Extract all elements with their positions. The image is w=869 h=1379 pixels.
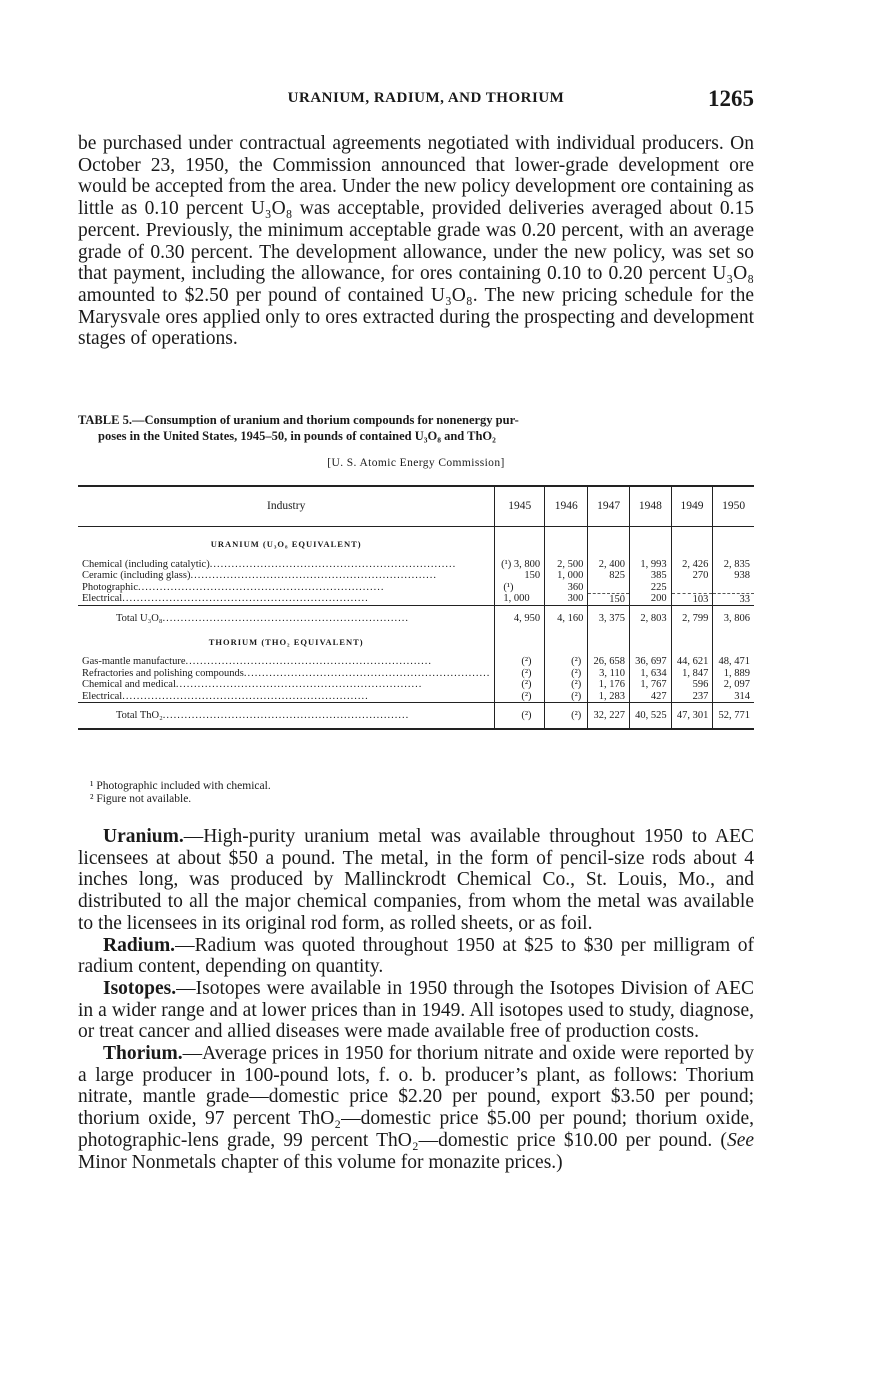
table-cell: 44, 621 [671, 656, 713, 668]
table-cell: 150 [495, 570, 545, 582]
table-cell: 3, 375 [588, 606, 630, 631]
col-header-industry: Industry [78, 486, 495, 527]
intro-paragraph-block [78, 133, 754, 350]
table-cell: 200 [630, 593, 672, 606]
table-cell: 48, 471 [713, 656, 754, 668]
section-label: URANIUM (U₃O₈ EQUIVALENT) [210, 539, 362, 549]
intro-paragraph: be purchased under contractual agreements negotiated with individual producers. On October 23, 1950, the Commission announced that lower-grade development ore would be accepted from the area. Under the new policy development ore containing as little as 0.10 percent U₃O₈ was acceptable, provided deliveries averaged about 0.15 percent. Previously, the minimum acceptable grade was 0.20 percent, with an average grade of 0.30 percent. The development allowance, under the new policy, was set so that payment, including the allowance, for ores containing 0.10 to 0.20 percent U₃O₈ amounted to $2.50 per pound of contained U₃O₈. The new pricing schedule for the Marysvale ores applied only to ores extracted during the prospecting and development stages of operations. [78, 133, 754, 350]
table-cell: 52, 771 [713, 703, 754, 729]
table-cell: (²) [545, 656, 588, 668]
col-header-1948: 1948 [630, 486, 672, 527]
footnote-1: ¹ Photographic included with chemical. [90, 780, 271, 792]
table-cell: 2, 400 [588, 559, 630, 571]
table-cell: (²) [495, 691, 545, 703]
row-label: Photographic ..... [78, 582, 495, 594]
table-cell: 1, 993 [630, 559, 672, 571]
running-head [78, 86, 754, 116]
row-label: Total ThO₂ ..... [78, 703, 495, 729]
table-cell: 103 [671, 593, 713, 606]
table-cell: (¹) 3, 800 [495, 559, 545, 571]
row-label: Refractories and polishing compounds ..... [78, 668, 495, 680]
total-row-thorium [78, 703, 754, 729]
col-header-1946: 1946 [545, 486, 588, 527]
table-cell: (²) [495, 656, 545, 668]
table-cell: 314 [713, 691, 754, 703]
row-label: Ceramic (including glass) ..... [78, 570, 495, 582]
table-cell: 360 [545, 582, 588, 594]
section-row-uranium [78, 527, 754, 559]
table-cell: 26, 658 [588, 656, 630, 668]
table-cell: 2, 799 [671, 606, 713, 631]
table-cell: 150 [588, 593, 630, 606]
table-cell: (²) [495, 679, 545, 691]
table-source: [U. S. Atomic Energy Commission] [327, 457, 505, 469]
table-footnotes [90, 780, 271, 806]
row-label: Electrical ..... [78, 691, 495, 703]
row-label: Chemical (including catalytic) ..... [78, 559, 495, 571]
isotopes-paragraph: Isotopes.—Isotopes were available in 1950 through the Isotopes Division of AEC in a wider range and at lower prices than in 1949. All isotopes used to study, diagnose, or treat cancer and allied diseases were made available free of production costs. [78, 977, 754, 1043]
table-cell: 3, 806 [713, 606, 754, 631]
isotopes-heading: Isotopes. [103, 977, 177, 999]
consumption-table [78, 485, 754, 730]
table-row [78, 679, 754, 691]
table-cell: (²) [545, 668, 588, 680]
table-row [78, 668, 754, 680]
col-header-1947: 1947 [588, 486, 630, 527]
col-header-1949: 1949 [671, 486, 713, 527]
uranium-heading: Uranium. [103, 826, 184, 847]
table-cell: 270 [671, 570, 713, 582]
table-cell: 36, 697 [630, 656, 672, 668]
footnote-2: ² Figure not available. [90, 793, 192, 805]
table-cell: 1, 767 [630, 679, 672, 691]
row-label: Gas-mantle manufacture ..... [78, 656, 495, 668]
table-cell: 1, 000 [545, 570, 588, 582]
table-cell: (²) [545, 679, 588, 691]
table-cell [588, 582, 630, 594]
table-cell: 1, 634 [630, 668, 672, 680]
table-cell: (¹) [495, 582, 545, 594]
thorium-paragraph: Thorium.—Average prices in 1950 for thorium nitrate and oxide were reported by a large producer in 100-pound lots, f. o. b. producer’s plant, as follows: Thorium nitrate, mantle grade—domestic price $2.20 per pound, export $3.50 per pound; thorium oxide, 97 percent ThO₂—domestic price $5.00 per pound; thorium oxide, photographic-lens grade, 99 percent ThO₂—domestic price $10.00 per pound. (See Minor Nonmetals chapter of this volume for monazite prices.) [78, 1043, 754, 1173]
table-cell: 385 [630, 570, 672, 582]
table-cell: 32, 227 [588, 703, 630, 729]
total-row-uranium [78, 606, 754, 631]
table-cell: 1, 283 [588, 691, 630, 703]
table-caption-line2: poses in the United States, 1945–50, in pounds of contained U₃O₈ and ThO₂ [98, 429, 496, 443]
table-cell: 3, 110 [588, 668, 630, 680]
table-cell: 4, 950 [495, 606, 545, 631]
table-cell: (²) [545, 703, 588, 729]
row-label: Chemical and medical ..... [78, 679, 495, 691]
table-row [78, 582, 754, 594]
col-header-1950: 1950 [713, 486, 754, 527]
table-cell: 1, 000 [495, 593, 545, 606]
table-cell: 237 [671, 691, 713, 703]
row-label: Total U₃O₈ ..... [78, 606, 495, 631]
table-cell: 2, 500 [545, 559, 588, 571]
table-cell: 47, 301 [671, 703, 713, 729]
table-cell: 938 [713, 570, 754, 582]
table-cell: 33 [713, 593, 754, 606]
table-cell: 225 [630, 582, 672, 594]
table-cell: (²) [545, 691, 588, 703]
table-cell: 1, 847 [671, 668, 713, 680]
table-cell [713, 582, 754, 594]
table-cell: 2, 835 [713, 559, 754, 571]
table-cell: 596 [671, 679, 713, 691]
table-cell: 825 [588, 570, 630, 582]
table-row [78, 691, 754, 703]
table-cell: 4, 160 [545, 606, 588, 631]
table-cell: 2, 097 [713, 679, 754, 691]
row-label: Electrical ..... [78, 593, 495, 606]
table-caption [78, 412, 754, 444]
table-cell: 427 [630, 691, 672, 703]
table-header-row [78, 486, 754, 527]
thorium-heading: Thorium. [103, 1043, 183, 1065]
table-row [78, 559, 754, 571]
radium-heading: Radium. [103, 934, 176, 956]
table-row [78, 570, 754, 582]
table-cell: 300 [545, 593, 588, 606]
table-cell: (²) [495, 703, 545, 729]
page-number: 1265 [708, 86, 754, 111]
table-cell: 1, 176 [588, 679, 630, 691]
chapter-title: URANIUM, RADIUM, AND THORIUM [287, 90, 565, 106]
table-caption-line1: TABLE 5.—Consumption of uranium and thorium compounds for nonenergy pur- [78, 413, 519, 427]
table-row [78, 656, 754, 668]
section-row-thorium [78, 631, 754, 657]
uranium-paragraph: Uranium.—High-purity uranium metal was available throughout 1950 to AEC licensees at about $50 a pound. The metal, in the form of pencil-size rods about 4 inches long, was produced by Mallinckrodt Chemical Co., St. Louis, Mo., and distributed to all the major chemical companies, from whom the metal was available to the licensees in its original rod form, as rolled sheets, or as foil. [78, 826, 754, 934]
table-row [78, 593, 754, 606]
table-cell: 2, 426 [671, 559, 713, 571]
radium-paragraph: Radium.—Radium was quoted throughout 1950 at $25 to $30 per milligram of radium content, depending on quantity. [78, 934, 754, 978]
table-cell: 40, 525 [630, 703, 672, 729]
table-cell: 1, 889 [713, 668, 754, 680]
table-cell: 2, 803 [630, 606, 672, 631]
prices-sections [78, 826, 754, 1173]
table-cell: (²) [495, 668, 545, 680]
col-header-1945: 1945 [495, 486, 545, 527]
section-label: THORIUM (THO₂ EQUIVALENT) [208, 636, 364, 647]
table-cell [671, 582, 713, 594]
